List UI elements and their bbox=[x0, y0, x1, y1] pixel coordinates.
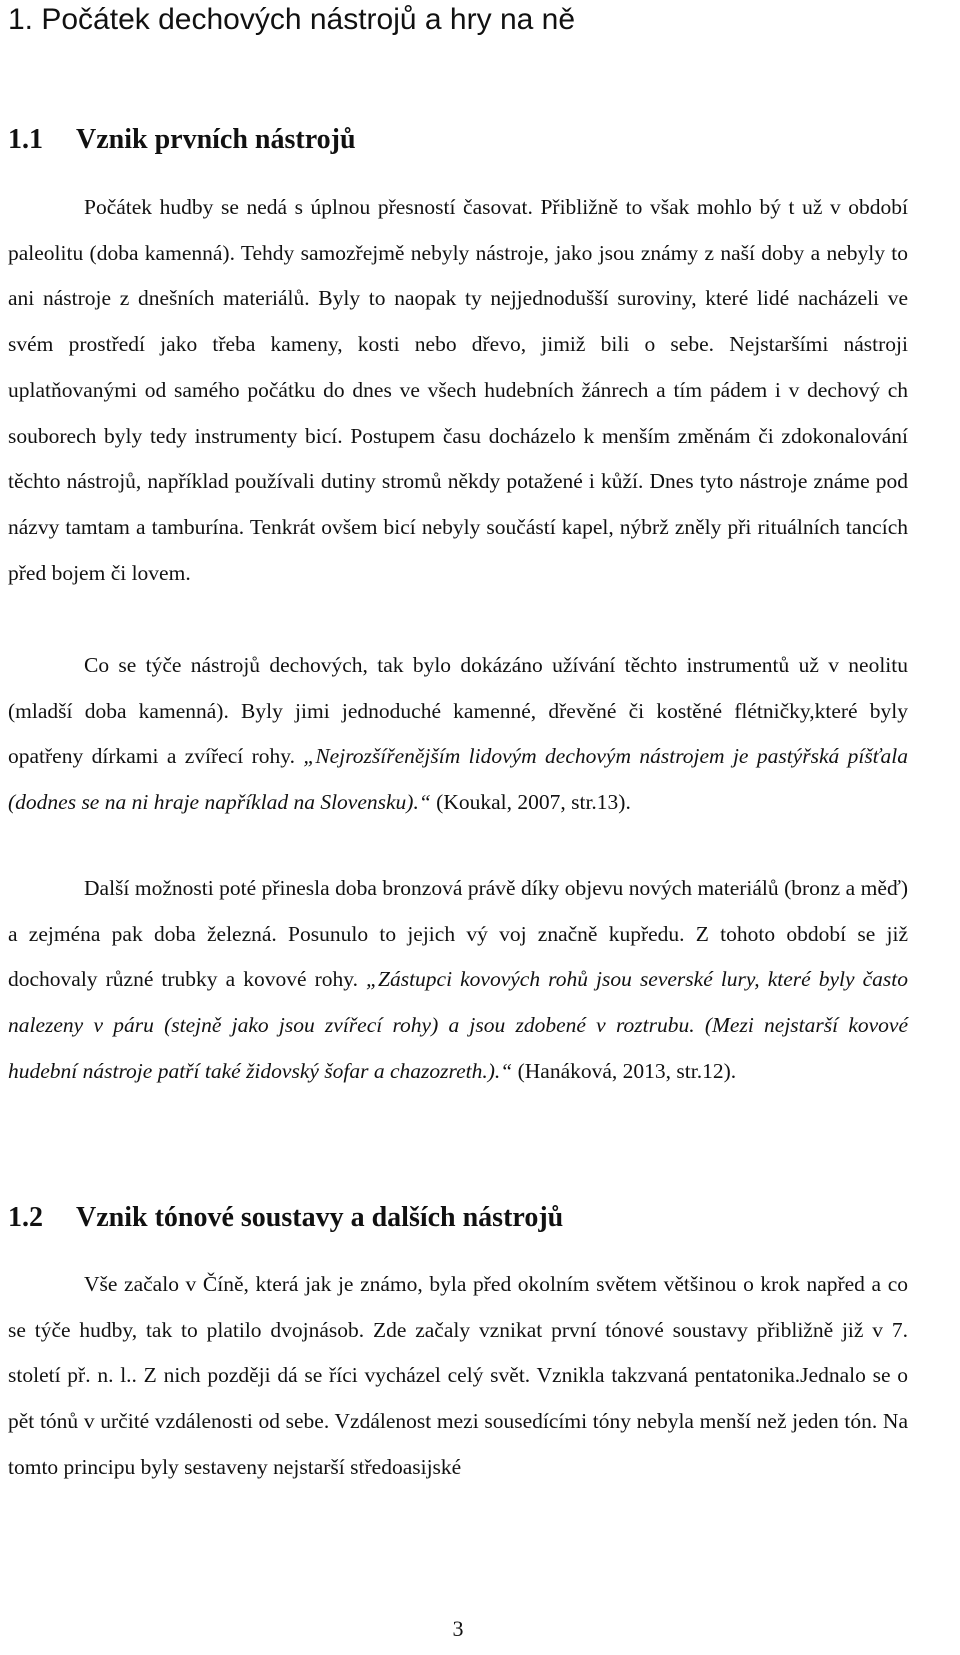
paragraph-4 bbox=[8, 1262, 908, 1491]
paragraph-2 bbox=[8, 643, 908, 826]
paragraph-text: Vše začalo v Číně, která jak je známo, byla před okolním světem většinou o krok napřed a co se týče hudby, tak to platilo dvojnásob. Zde začaly vznikat první tónové soustavy přibližně již v 7. století př. n. l.. Z nich později dá se říci vycházel celý svět. Vznikla takzvaná pentatonika.Jednalo se o pět tónů v určité vzdálenosti od sebe. Vzdálenost mezi sousedícími tóny nebyla menší než jeden tón. Na tomto principu byly sestaveny nejstarší středoasijské bbox=[8, 1272, 908, 1479]
citation: (Hanáková, 2013, str.12). bbox=[512, 1058, 737, 1083]
citation: (Koukal, 2007, str.13). bbox=[430, 790, 631, 815]
paragraph-text: Další možnosti poté přinesla doba bronzová právě díky objevu nových materiálů (bronz a měď) a zejména pak doba železná. Posunulo to jejich vý voj značně kupředu. Z tohoto období se již dochovaly různé trubky a kovové rohy. bbox=[8, 876, 908, 992]
section-heading-1-2 bbox=[8, 1198, 563, 1238]
section-title: Vznik prvních nástrojů bbox=[76, 124, 356, 155]
section-number: 1.1 bbox=[8, 124, 43, 155]
paragraph-text: Co se týče nástrojů dechových, tak bylo dokázáno užívání těchto instrumentů už v neolitu (mladší doba kamenná). Byly jimi jednoduché kamenné, dřevěné či kostěné flétničky,které byly opatřeny dírkami a zvířecí rohy. bbox=[8, 653, 908, 769]
paragraph-3 bbox=[8, 866, 908, 1095]
section-title: Vznik tónové soustavy a dalších nástrojů bbox=[76, 1202, 564, 1233]
quotation: „Zástupci kovových rohů jsou severské lury, které byly často nalezeny v páru (stejně jako jsou zvířecí rohy) a jsou zdobené v roztrubu. (Mezi nejstarší kovové hudební nástroje patří také židovský šofar a chazozreth.).“ bbox=[8, 967, 908, 1083]
paragraph-1 bbox=[8, 185, 908, 596]
section-heading-1-1 bbox=[8, 120, 356, 160]
quotation: „Nejrozšířenějším lidovým dechovým nástrojem je pastýřská píšťala (dodnes se na ni hraje například na Slovensku).“ bbox=[8, 744, 909, 815]
section-number: 1.2 bbox=[8, 1202, 43, 1233]
paragraph-text: Počátek hudby se nedá s úplnou přesností časovat. Přibližně to však mohlo bý t už v období paleolitu (doba kamenná). Tehdy samozřejmě nebyly nástroje, jako jsou známy z naší doby a nebyly to ani nástroje z dnešních materiálů. Byly to naopak ty nejjednodušší suroviny, které lidé nacházeli ve svém prostředí jako třeba kameny, kosti nebo dřevo, jimiž bili o sebe. Nejstaršími nástroji uplatňovanými od samého počátku do dnes ve všech hudebních žánrech a tím pádem i v dechový ch souborech byly tedy instrumenty bicí. Postupem času docházelo k menším změnám či zdokonalování těchto nástrojů, například používali dutiny stromů někdy potažené i kůží. Dnes tyto nástroje známe pod názvy tamtam a tamburína. Tenkrát ovšem bicí nebyly součástí kapel, nýbrž zněly při rituálních tancích před bojem či lovem. bbox=[8, 195, 908, 585]
page-number: 3 bbox=[452, 1616, 464, 1641]
chapter-heading: 1. Počátek dechových nástrojů a hry na ně bbox=[8, 3, 576, 36]
